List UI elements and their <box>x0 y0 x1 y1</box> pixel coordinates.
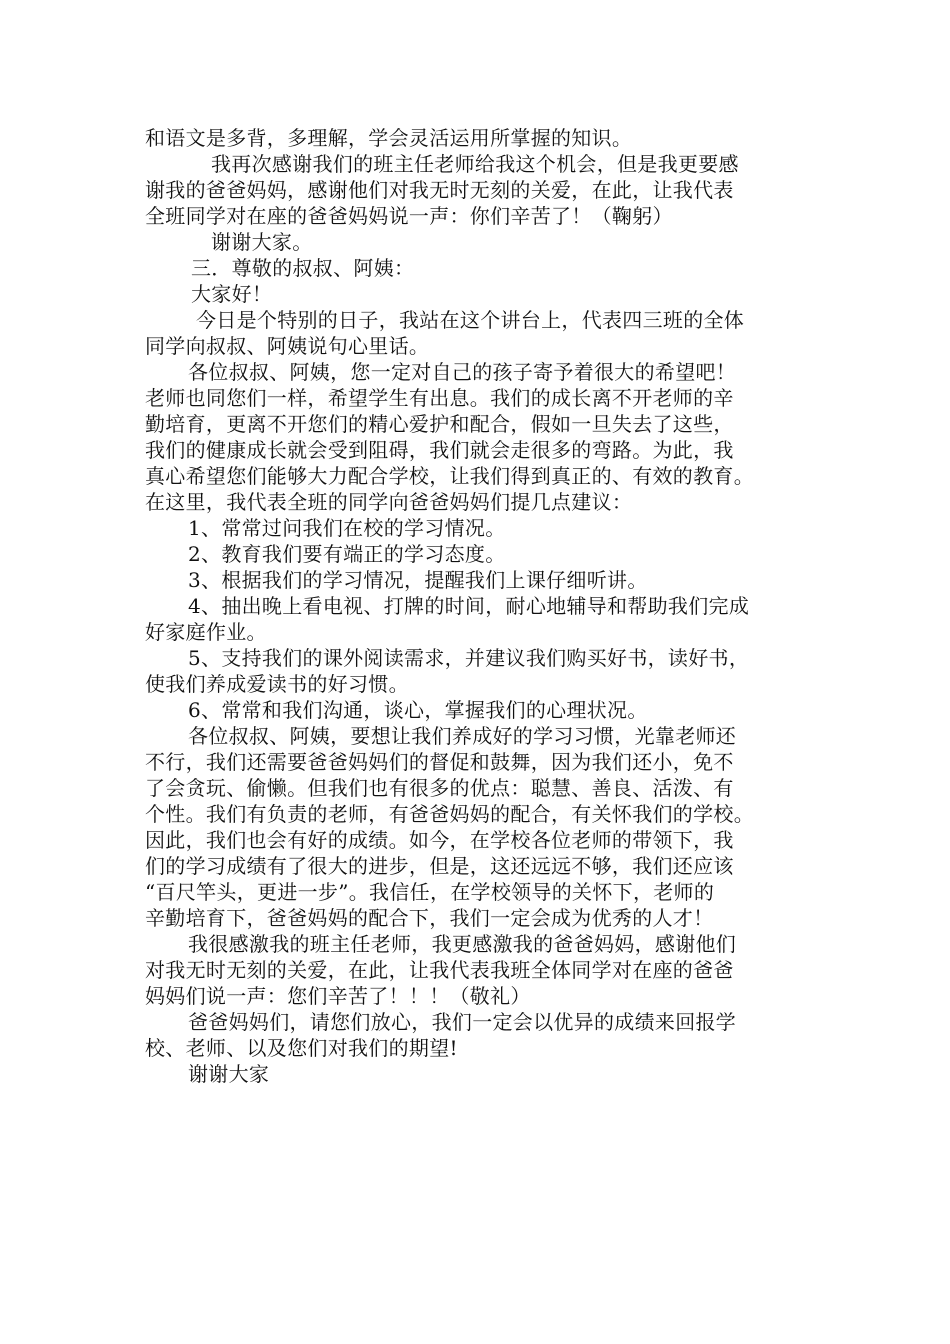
text-line: 使我们养成爱读书的好习惯。 <box>145 672 409 696</box>
text-line: 在这里，我代表全班的同学向爸爸妈妈们提几点建议： <box>145 490 633 514</box>
text-line: 妈妈们说一声：您们辛苦了！！！（敬礼） <box>145 984 531 1008</box>
text-line: 老师也同您们一样，希望学生有出息。我们的成长离不开老师的辛 <box>145 386 734 410</box>
text-line: 校、老师、以及您们对我们的期望! <box>145 1036 458 1060</box>
text-line: 各位叔叔、阿姨，您一定对自己的孩子寄予着很大的希望吧！ <box>188 360 737 384</box>
text-line: 真心希望您们能够大力配合学校，让我们得到真正的、有效的教育。 <box>145 464 754 488</box>
text-line: 不行，我们还需要爸爸妈妈们的督促和鼓舞，因为我们还小，免不 <box>145 750 734 774</box>
text-line: 我们的健康成长就会受到阻碍，我们就会走很多的弯路。为此，我 <box>145 438 734 462</box>
text-line: “百尺竿头，更进一步”。我信任，在学校领导的关怀下，老师的 <box>145 880 715 904</box>
text-line: 因此，我们也会有好的成绩。如今，在学校各位老师的带领下，我 <box>145 828 734 852</box>
list-item: 2、教育我们要有端正的学习态度。 <box>188 542 506 566</box>
text-line: 同学向叔叔、阿姨说句心里话。 <box>145 334 430 358</box>
text-line: 我很感激我的班主任老师，我更感激我的爸爸妈妈，感谢他们 <box>188 932 737 956</box>
section-heading: 三．尊敬的叔叔、阿姨： <box>191 256 415 280</box>
text-line: 谢谢大家 <box>188 1062 270 1086</box>
list-item: 4、抽出晚上看电视、打牌的时间，耐心地辅导和帮助我们完成 <box>188 594 750 618</box>
text-line: 个性。我们有负责的老师，有爸爸妈妈的配合，有关怀我们的学校。 <box>145 802 754 826</box>
text-line: 我再次感谢我们的班主任老师给我这个机会，但是我更要感 <box>211 152 739 176</box>
text-line: 们的学习成绩有了很大的进步，但是，这还远远不够，我们还应该 <box>145 854 734 878</box>
text-line: 大家好！ <box>191 282 273 306</box>
text-line: 各位叔叔、阿姨，要想让我们养成好的学习习惯，光靠老师还 <box>188 724 737 748</box>
list-item: 6、常常和我们沟通，谈心，掌握我们的心理状况。 <box>188 698 648 722</box>
text-line: 勤培育，更离不开您们的精心爱护和配合，假如一旦失去了这些， <box>145 412 734 436</box>
text-line: 全班同学对在座的爸爸妈妈说一声：你们辛苦了！（鞠躬） <box>145 204 673 228</box>
list-item: 1、常常过问我们在校的学习情况。 <box>188 516 506 540</box>
text-line: 了会贪玩、偷懒。但我们也有很多的优点：聪慧、善良、活泼、有 <box>145 776 734 800</box>
text-line: 今日是个特别的日子，我站在这个讲台上，代表四三班的全体 <box>196 308 745 332</box>
text-line: 谢谢大家。 <box>211 230 313 254</box>
text-line: 好家庭作业。 <box>145 620 267 644</box>
text-line: 和语文是多背，多理解，学会灵活运用所掌握的知识。 <box>145 126 633 150</box>
text-line: 爸爸妈妈们，请您们放心，我们一定会以优异的成绩来回报学 <box>188 1010 737 1034</box>
text-line: 谢我的爸爸妈妈，感谢他们对我无时无刻的关爱，在此，让我代表 <box>145 178 734 202</box>
list-item: 3、根据我们的学习情况，提醒我们上课仔细听讲。 <box>188 568 648 592</box>
text-line: 辛勤培育下，爸爸妈妈的配合下，我们一定会成为优秀的人才！ <box>145 906 714 930</box>
text-line: 对我无时无刻的关爱，在此，让我代表我班全体同学对在座的爸爸 <box>145 958 734 982</box>
list-item: 5、支持我们的课外阅读需求，并建议我们购买好书，读好书， <box>188 646 750 670</box>
